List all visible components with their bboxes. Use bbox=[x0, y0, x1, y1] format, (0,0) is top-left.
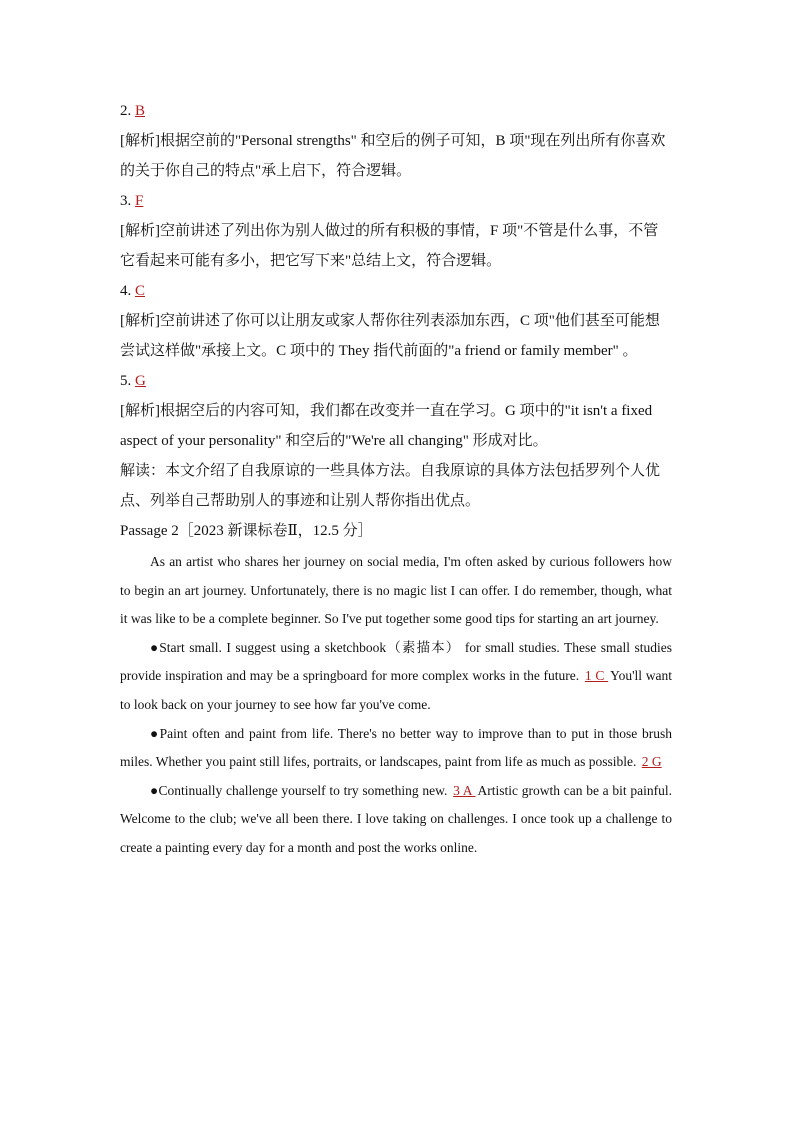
blank-answer-2: 2 G bbox=[641, 754, 662, 770]
answer-letter: F bbox=[135, 193, 144, 209]
question-number: 5. bbox=[120, 373, 135, 389]
question-4-analysis: [解析]空前讲述了你可以让朋友或家人帮你往列表添加东西，C 项"他们甚至可能想尝试这样做"承接上文。C 项中的 They 指代前面的"a friend or family member" 。 bbox=[120, 313, 660, 359]
question-4-answer bbox=[120, 276, 672, 306]
answer-letter: G bbox=[135, 373, 146, 389]
question-5-analysis: [解析]根据空后的内容可知，我们都在改变并一直在学习。G 项中的"it isn't a fixed aspect of your personality" 和空后的"We're all changing" 形成对比。 bbox=[120, 403, 653, 449]
answer-letter: C bbox=[135, 283, 146, 299]
question-number: 4. bbox=[120, 283, 135, 299]
passage-title: Passage 2［2023 新课标卷Ⅱ，12.5 分］ bbox=[120, 523, 373, 539]
paragraph-text: Artistic growth can be a bit painful. Welcome to the club; we've all been there. I love taking on challenges. I once took up a challenge to create a painting every day for a month and post the works online. bbox=[120, 782, 672, 855]
paragraph-text: ●Continually challenge yourself to try something new. bbox=[150, 782, 452, 798]
question-2-answer bbox=[120, 96, 672, 126]
paragraph-text: ●Start small. I suggest using a sketchbook（素描本） for small studies. These small studies provide inspiration and may be a springboard for more complex works in the future. bbox=[120, 639, 672, 684]
passage-paragraph-2 bbox=[120, 634, 672, 720]
passage-paragraph-3 bbox=[120, 720, 672, 777]
summary-text: 解读：本文介绍了自我原谅的一些具体方法。自我原谅的具体方法包括罗列个人优点、列举自己帮助别人的事迹和让别人帮你指出优点。 bbox=[120, 463, 661, 509]
question-number: 3. bbox=[120, 193, 135, 209]
passage-body bbox=[120, 548, 672, 863]
blank-answer-1: 1 C bbox=[584, 668, 609, 684]
answer-letter: B bbox=[135, 103, 146, 119]
paragraph-text: ●Paint often and paint from life. There's no better way to improve than to put in those brush miles. Whether you paint still lifes, portraits, or landscapes, paint from life as much as possible. bbox=[120, 725, 672, 770]
question-number: 2. bbox=[120, 103, 135, 119]
paragraph-text: You'll want to look back on your journey to see how far you've come. bbox=[120, 668, 672, 712]
blank-answer-3: 3 A bbox=[453, 782, 476, 798]
question-3-answer bbox=[120, 186, 672, 216]
question-5-answer bbox=[120, 366, 672, 396]
passage-paragraph-1: As an artist who shares her journey on social media, I'm often asked by curious followers how to begin an art journey. Unfortunately, there is no magic list I can offer. I do remember, though, what it was like to be a complete beginner. So I've put together some good tips for starting an art journey. bbox=[120, 554, 672, 627]
question-2-analysis: [解析]根据空前的"Personal strengths" 和空后的例子可知，B 项"现在列出所有你喜欢的关于你自己的特点"承上启下，符合逻辑。 bbox=[120, 133, 666, 179]
passage-paragraph-4 bbox=[120, 777, 672, 863]
question-3-analysis: [解析]空前讲述了列出你为别人做过的所有积极的事情，F 项"不管是什么事，不管它看起来可能有多小，把它写下来"总结上文，符合逻辑。 bbox=[120, 223, 659, 269]
